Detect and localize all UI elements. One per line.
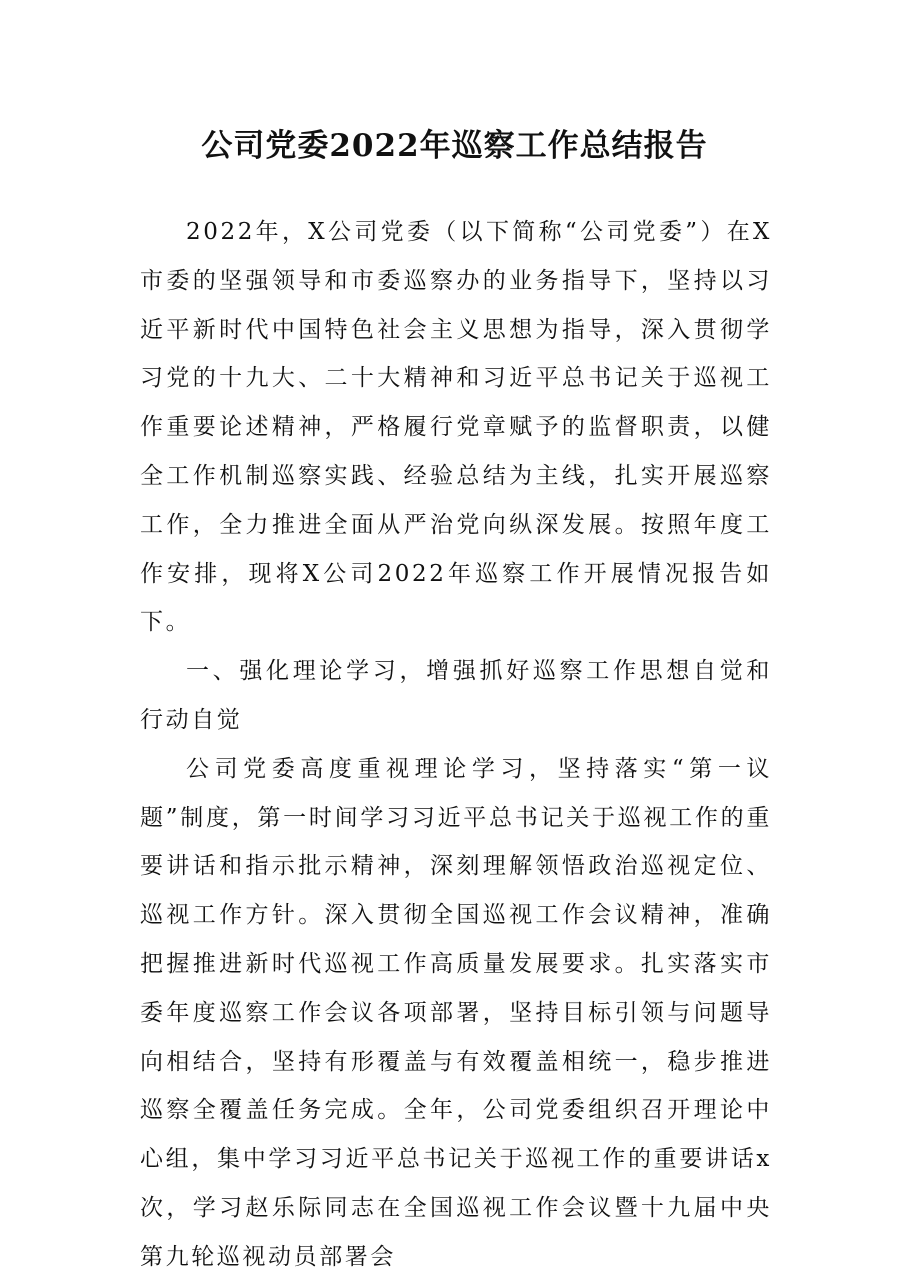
paragraph-section-1: 公司党委高度重视理论学习，坚持落实“第一议题”制度，第一时间学习习近平总书记关于巡视工作的重要讲话和指示批示精神，深刻理解领悟政治巡视定位、巡视工作方针。深入贯彻全国巡视工作会议精神，准确把握推进新时代巡视工作高质量发展要求。扎实落实市委年度巡察工作会议各项部署，坚持目标引领与问题导向相结合，坚持有形覆盖与有效覆盖相统一，稳步推进巡察全覆盖任务完成。全年，公司党委组织召开理论中心组，集中学习习近平总书记关于巡视工作的重要讲话x次，学习赵乐际同志在全国巡视工作会议暨十九届中央第九轮巡视动员部署会 [140, 755, 772, 1270]
paragraph-intro: 2022年，X公司党委（以下简称“公司党委”）在X市委的坚强领导和市委巡察办的业务指导下，坚持以习近平新时代中国特色社会主义思想为指导，深入贯彻学习党的十九大、二十大精神和习近平总书记关于巡视工作重要论述精神，严格履行党章赋予的监督职责，以健全工作机制巡察实践、经验总结为主线，扎实开展巡察工作，全力推进全面从严治党向纵深发展。按照年度工作安排，现将X公司2022年巡察工作开展情况报告如下。 [140, 219, 772, 636]
section-heading-1: 一、强化理论学习，增强抓好巡察工作思想自觉和行动自觉 [140, 658, 772, 733]
document-title: 公司党委2022年巡察工作总结报告 [201, 128, 708, 164]
document-body [140, 208, 772, 1282]
